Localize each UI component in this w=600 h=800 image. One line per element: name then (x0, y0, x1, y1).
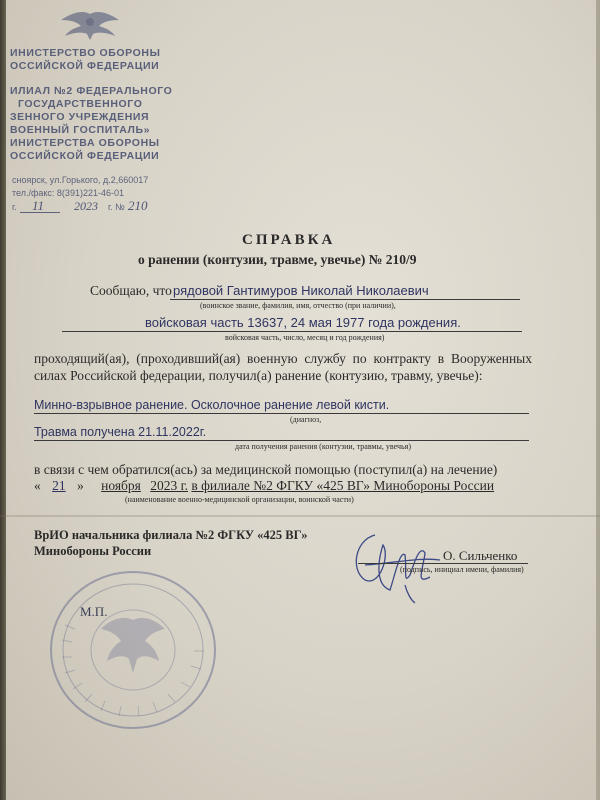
handwritten-number: 210 (128, 198, 148, 213)
document-subtitle: о ранении (контузии, травме, увечье) № 210/9 (138, 252, 417, 267)
branch-line-4: ВОЕННЫЙ ГОСПИТАЛЬ» (10, 124, 151, 136)
treatment-month: ноября (101, 478, 141, 493)
document-title: СПРАВКА (242, 232, 336, 248)
signature-caption: (подпись, инициал имени, фамилия) (400, 565, 524, 574)
diagnosis-caption: (диагноз, (290, 415, 322, 424)
soldier-caption: (воинское звание, фамилия, имя, отчество (при наличии), (200, 301, 396, 310)
service-paragraph: проходящий(ая), (проходивший(ая) военную службу по контракту в Вооруженных силах Российской федерации, получил(а) ранение (контузию, травму, увечье): (34, 351, 532, 383)
injury-underline (34, 440, 529, 441)
branch-line-1: ИЛИАЛ №2 ФЕДЕРАЛЬНОГО (10, 85, 173, 97)
diagnosis-underline (34, 413, 529, 414)
official-seal-icon (35, 565, 225, 735)
treatment-year: 2023 г. (150, 478, 189, 493)
eagle-emblem-icon (55, 8, 125, 42)
treatment-place: в филиале №2 ФГКУ «425 ВГ» Минобороны России (191, 478, 495, 493)
handwritten-signature (345, 515, 445, 605)
mp-label: М.П. (80, 604, 108, 619)
ministry-line-2: ОССИЙСКОЙ ФЕДЕРАЦИИ (10, 60, 160, 72)
treatment-line-2 (34, 478, 534, 494)
quote-open: « (34, 478, 41, 493)
address: сноярск, ул.Горького, д.2,660017 (12, 175, 149, 185)
handwritten-year: 2023 (74, 199, 98, 213)
handwritten-day: 11 (32, 198, 45, 213)
branch-line-5: ИНИСТЕРСТВА ОБОРОНЫ (10, 137, 160, 149)
intro-text: Сообщаю, что (90, 283, 172, 298)
phone-fax: тел./факс: 8(391)221-46-01 (12, 188, 124, 198)
branch-line-2: ГОСУДАРСТВЕННОГО (18, 98, 143, 110)
quote-close: » (77, 478, 84, 493)
treatment-line-1: в связи с чем обратился(ась) за медицинской помощью (поступил(а) на лечение) (34, 462, 498, 477)
branch-line-3: ЗЕННОГО УЧРЕЖДЕНИЯ (10, 111, 150, 123)
paper-fold (0, 515, 600, 517)
signatory-position-1: ВрИО начальника филиала №2 ФГКУ «425 ВГ» (34, 528, 308, 542)
unit-underline (62, 331, 522, 332)
signature-underline (358, 563, 528, 564)
treatment-caption: (наименование военно-медицинской организации, воинской части) (125, 495, 354, 504)
injury-caption: дата получения ранения (контузии, травмы, увечья) (235, 442, 412, 451)
soldier-underline (170, 299, 520, 300)
injury-date: Травма получена 21.11.2022г. (34, 425, 207, 439)
signatory-name: О. Сильченко (443, 548, 518, 563)
branch-line-6: ОССИЙСКОЙ ФЕДЕРАЦИИ (10, 150, 160, 162)
signatory-position-2: Минобороны России (34, 544, 152, 558)
photo-background: ИНИСТЕРСТВО ОБОРОНЫ ОССИЙСКОЙ ФЕДЕРАЦИИ ИЛИАЛ №2 ФЕДЕРАЛЬНОГО ГОСУДАРСТВЕННОГО ЗЕННОГО УЧРЕЖДЕНИЯ ВОЕННЫЙ ГОСПИТАЛЬ» ИНИСТЕРСТВА ОБОРОНЫ ОССИЙСКОЙ ФЕДЕРАЦИИ сноярск, ул.Горького, д.2,660017 тел./факс: 8(391)221-46-01 г. 11 2023 г. № 210 СПРАВКА о ранении (контузии, травме, увечье) № 210/9 Сообщаю, что рядовой Гантимуров Николай Николаевич (воинское звание, фамилия, имя, отчество (при наличии), войсковая часть 13637, 24 мая 1977 года рождения. войсковая часть, число, месяц и год рождения) проходящий(ая), (проходивший(ая) военную службу по контракту в Вооруженных силах Российской федерации, получил(а) ранение (контузию, травму, увечье): Минно-взрывное ранение. Осколочное ранение левой кисти. (диагноз, Травма получена 21.11.2022г. дата получения ранения (контузии, травмы, увечья) в связи с чем обратился(ась) за медицинской помощью (поступил(а) на лечение) « 21 » ноября 2023 г. в филиале №2 ФГКУ «425 ВГ» Минобороны России (наименование военно-медицинской организации, воинской части) ВрИО начальника филиала №2 ФГКУ «425 ВГ» Минобороны России О. Сильченко (подпись, инициал имени, фамилия) М.П. (0, 0, 600, 800)
soldier-name: рядовой Гантимуров Николай Николаевич (173, 283, 429, 298)
diagnosis: Минно-взрывное ранение. Осколочное ранение левой кисти. (34, 398, 390, 412)
unit-and-birth: войсковая часть 13637, 24 мая 1977 года рождения. (145, 315, 461, 330)
treatment-day: 21 (52, 478, 66, 493)
unit-caption: войсковая часть, число, месяц и год рождения) (225, 333, 385, 342)
ministry-line-1: ИНИСТЕРСТВО ОБОРОНЫ (10, 47, 161, 59)
